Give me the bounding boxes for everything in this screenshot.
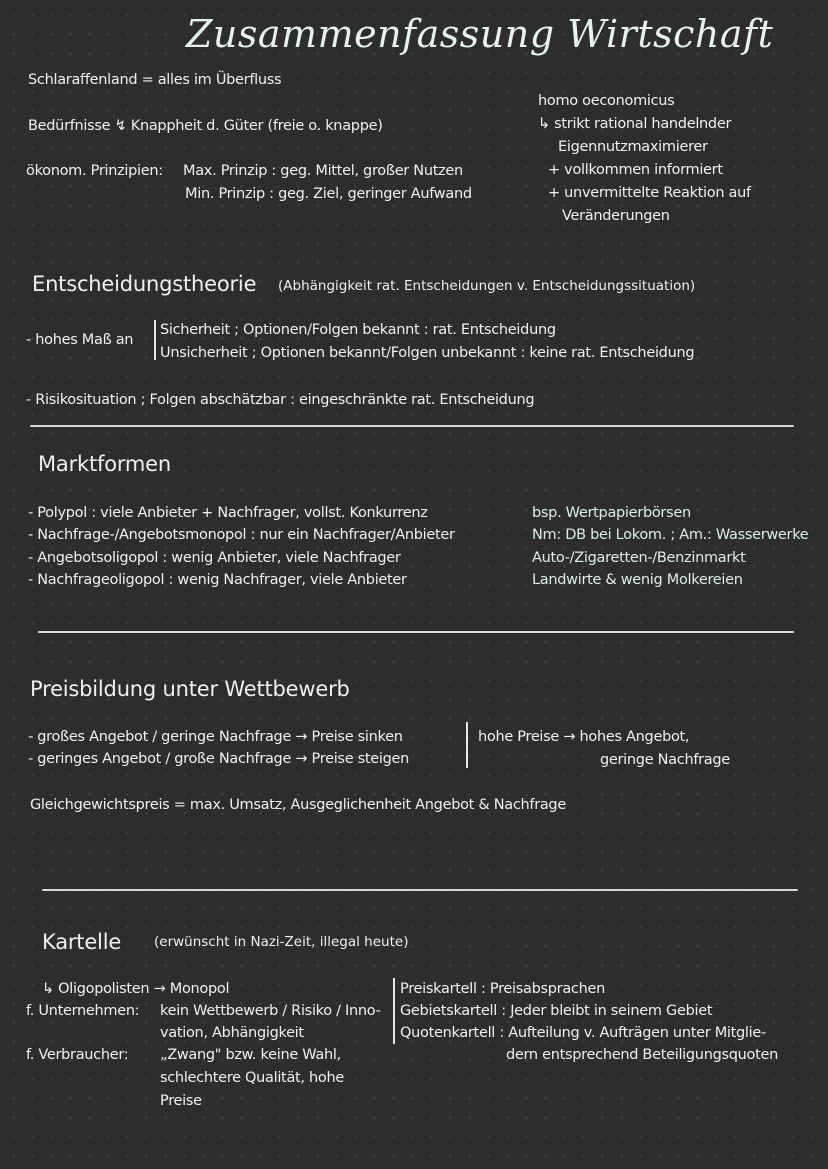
bracket-divider: [154, 320, 156, 360]
entscheidungstheorie-subheading: (Abhängigkeit rat. Entscheidungen v. Entscheidungssituation): [278, 278, 696, 294]
preisbildung-heading: Preisbildung unter Wettbewerb: [30, 677, 350, 701]
column-divider: [466, 722, 468, 768]
preiskartell-line: Preiskartell : Preisabsprachen: [400, 981, 605, 997]
homo-line: ↳ strikt rational handelnder: [538, 116, 732, 132]
unternehmen-line: vation, Abhängigkeit: [160, 1025, 304, 1041]
section-divider: [38, 631, 794, 633]
unsicherheit-line: Unsicherheit ; Optionen bekannt/Folgen unbekannt : keine rat. Entscheidung: [160, 345, 695, 361]
preisbildung-right: hohe Preise → hohes Angebot,: [478, 729, 690, 745]
marktform-item: - Nachfrage-/Angebotsmonopol : nur ein Nachfrager/Anbieter: [28, 527, 455, 543]
unternehmen-label: f. Unternehmen:: [26, 1003, 140, 1019]
risiko-line: - Risikosituation ; Folgen abschätzbar : eingeschränkte rat. Entscheidung: [26, 392, 535, 408]
column-divider: [393, 978, 395, 1044]
homo-line: Eigennutzmaximierer: [558, 139, 708, 155]
min-prinzip: Min. Prinzip : geg. Ziel, geringer Aufwand: [185, 186, 472, 202]
marktform-item: - Nachfrageoligopol : wenig Nachfrager, viele Anbieter: [28, 572, 407, 588]
verbraucher-line: schlechtere Qualität, hohe: [160, 1070, 344, 1086]
quotenkartell-line: dern entsprechend Beteiligungsquoten: [506, 1047, 778, 1063]
marktform-item: - Angebotsoligopol : wenig Anbieter, viele Nachfrager: [28, 550, 401, 566]
max-prinzip: Max. Prinzip : geg. Mittel, großer Nutzen: [183, 163, 463, 179]
hohes-mass-label: - hohes Maß an: [26, 332, 134, 348]
oligopolisten-note: ↳ Oligopolisten → Monopol: [42, 981, 230, 997]
section-divider: [30, 425, 794, 427]
kartelle-heading: Kartelle: [42, 930, 122, 954]
entscheidungstheorie-heading: Entscheidungstheorie: [32, 272, 257, 296]
prinzipien-label: ökonom. Prinzipien:: [26, 163, 163, 179]
preisbildung-line: - großes Angebot / geringe Nachfrage → Preise sinken: [28, 729, 403, 745]
verbraucher-label: f. Verbraucher:: [26, 1047, 129, 1063]
verbraucher-line: „Zwang" bzw. keine Wahl,: [160, 1047, 341, 1063]
page-title: Zusammenfassung Wirtschaft: [186, 12, 774, 56]
homo-oeconomicus-heading: homo oeconomicus: [538, 93, 675, 109]
marktform-example: bsp. Wertpapierbörsen: [532, 505, 691, 521]
marktform-example: Nm: DB bei Lokom. ; Am.: Wasserwerke: [532, 527, 809, 543]
marktformen-heading: Marktformen: [38, 452, 172, 476]
homo-line: + unvermittelte Reaktion auf: [548, 185, 751, 201]
marktform-example: Landwirte & wenig Molkereien: [532, 572, 743, 588]
preisbildung-right: geringe Nachfrage: [600, 752, 730, 768]
homo-line: Veränderungen: [562, 208, 670, 224]
beduerfnisse-note: Bedürfnisse ↯ Knappheit d. Güter (freie o. knappe): [28, 118, 383, 134]
gleichgewichtspreis-note: Gleichgewichtspreis = max. Umsatz, Ausgeglichenheit Angebot & Nachfrage: [30, 797, 566, 813]
section-divider: [42, 889, 798, 891]
quotenkartell-line: Quotenkartell : Aufteilung v. Aufträgen unter Mitglie-: [400, 1025, 766, 1041]
schlaraffenland-note: Schlaraffenland = alles im Überfluss: [28, 72, 282, 88]
preisbildung-line: - geringes Angebot / große Nachfrage → Preise steigen: [28, 751, 410, 767]
marktform-item: - Polypol : viele Anbieter + Nachfrager, vollst. Konkurrenz: [28, 505, 428, 521]
kartelle-subheading: (erwünscht in Nazi-Zeit, illegal heute): [154, 934, 409, 950]
unternehmen-line: kein Wettbewerb / Risiko / Inno-: [160, 1003, 381, 1019]
verbraucher-line: Preise: [160, 1093, 202, 1109]
gebietskartell-line: Gebietskartell : Jeder bleibt in seinem Gebiet: [400, 1003, 713, 1019]
marktform-example: Auto-/Zigaretten-/Benzinmarkt: [532, 550, 746, 566]
homo-line: + vollkommen informiert: [548, 162, 723, 178]
sicherheit-line: Sicherheit ; Optionen/Folgen bekannt : rat. Entscheidung: [160, 322, 556, 338]
